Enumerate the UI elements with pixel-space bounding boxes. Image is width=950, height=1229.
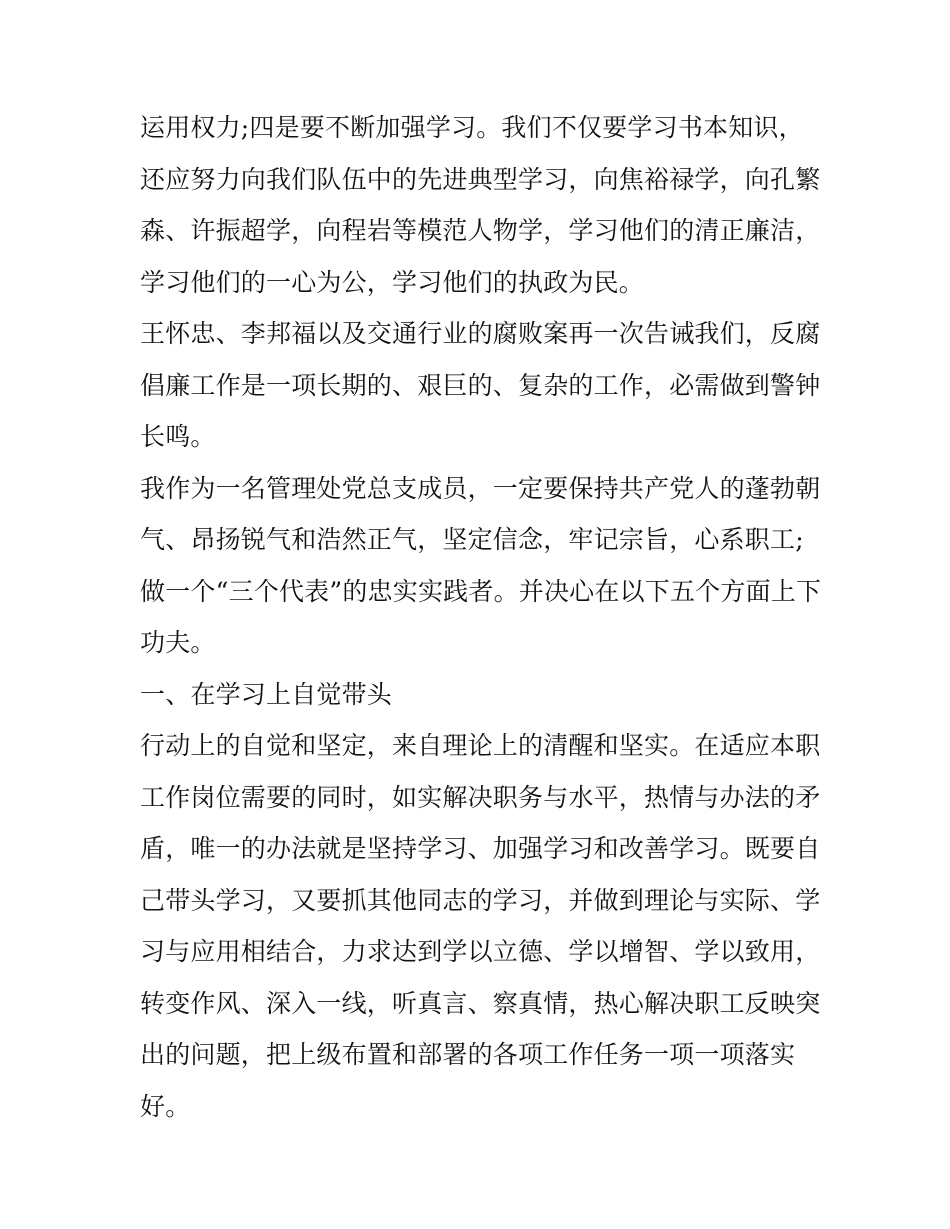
text-line: 己带头学习，又要抓其他同志的学习，并做到理论与实际、学 — [140, 885, 821, 915]
body-text — [140, 102, 830, 1132]
text-line: 运用权力;四是要不断加强学习。我们不仅要学习书本知识， — [140, 113, 804, 142]
text-line: 做一个“三个代表”的忠实实践者。并决心在以下五个方面上下 — [140, 576, 822, 606]
text-line: 长鸣。 — [140, 422, 216, 451]
text-line: 气、昂扬锐气和浩然正气，坚定信念，牢记宗旨，心系职工; — [140, 525, 804, 554]
text-line: 好。 — [140, 1091, 191, 1121]
text-line: 盾，唯一的办法就是坚持学习、加强学习和改善学习。既要自 — [140, 834, 821, 863]
text-line: 行动上的自觉和坚定，来自理论上的清醒和坚实。在适应本职 — [140, 731, 821, 760]
text-line: 倡廉工作是一项长期的、艰巨的、复杂的工作，必需做到警钟 — [140, 370, 821, 400]
text-line: 工作岗位需要的同时，如实解决职务与水平，热情与办法的矛 — [140, 782, 821, 812]
text-line: 功夫。 — [140, 628, 216, 657]
text-line: 森、许振超学，向程岩等模范人物学，学习他们的清正廉洁， — [140, 216, 821, 245]
text-line: 我作为一名管理处党总支成员，一定要保持共产党人的蓬勃朝 — [140, 473, 821, 503]
text-line: 学习他们的一心为公，学习他们的执政为民。 — [140, 267, 645, 297]
section-heading: 一、在学习上自觉带头 — [140, 679, 393, 709]
text-line: 王怀忠、李邦福以及交通行业的腐败案再一次告诫我们，反腐 — [140, 319, 821, 348]
text-line: 还应努力向我们队伍中的先进典型学习，向焦裕禄学，向孔繁 — [140, 164, 821, 194]
text-line: 出的问题，把上级布置和部署的各项工作任务一项一项落实 — [140, 1040, 796, 1069]
text-line: 转变作风、深入一线，听真言、察真情，热心解决职工反映突 — [140, 988, 821, 1018]
text-line: 习与应用相结合，力求达到学以立德、学以增智、学以致用， — [140, 937, 821, 966]
